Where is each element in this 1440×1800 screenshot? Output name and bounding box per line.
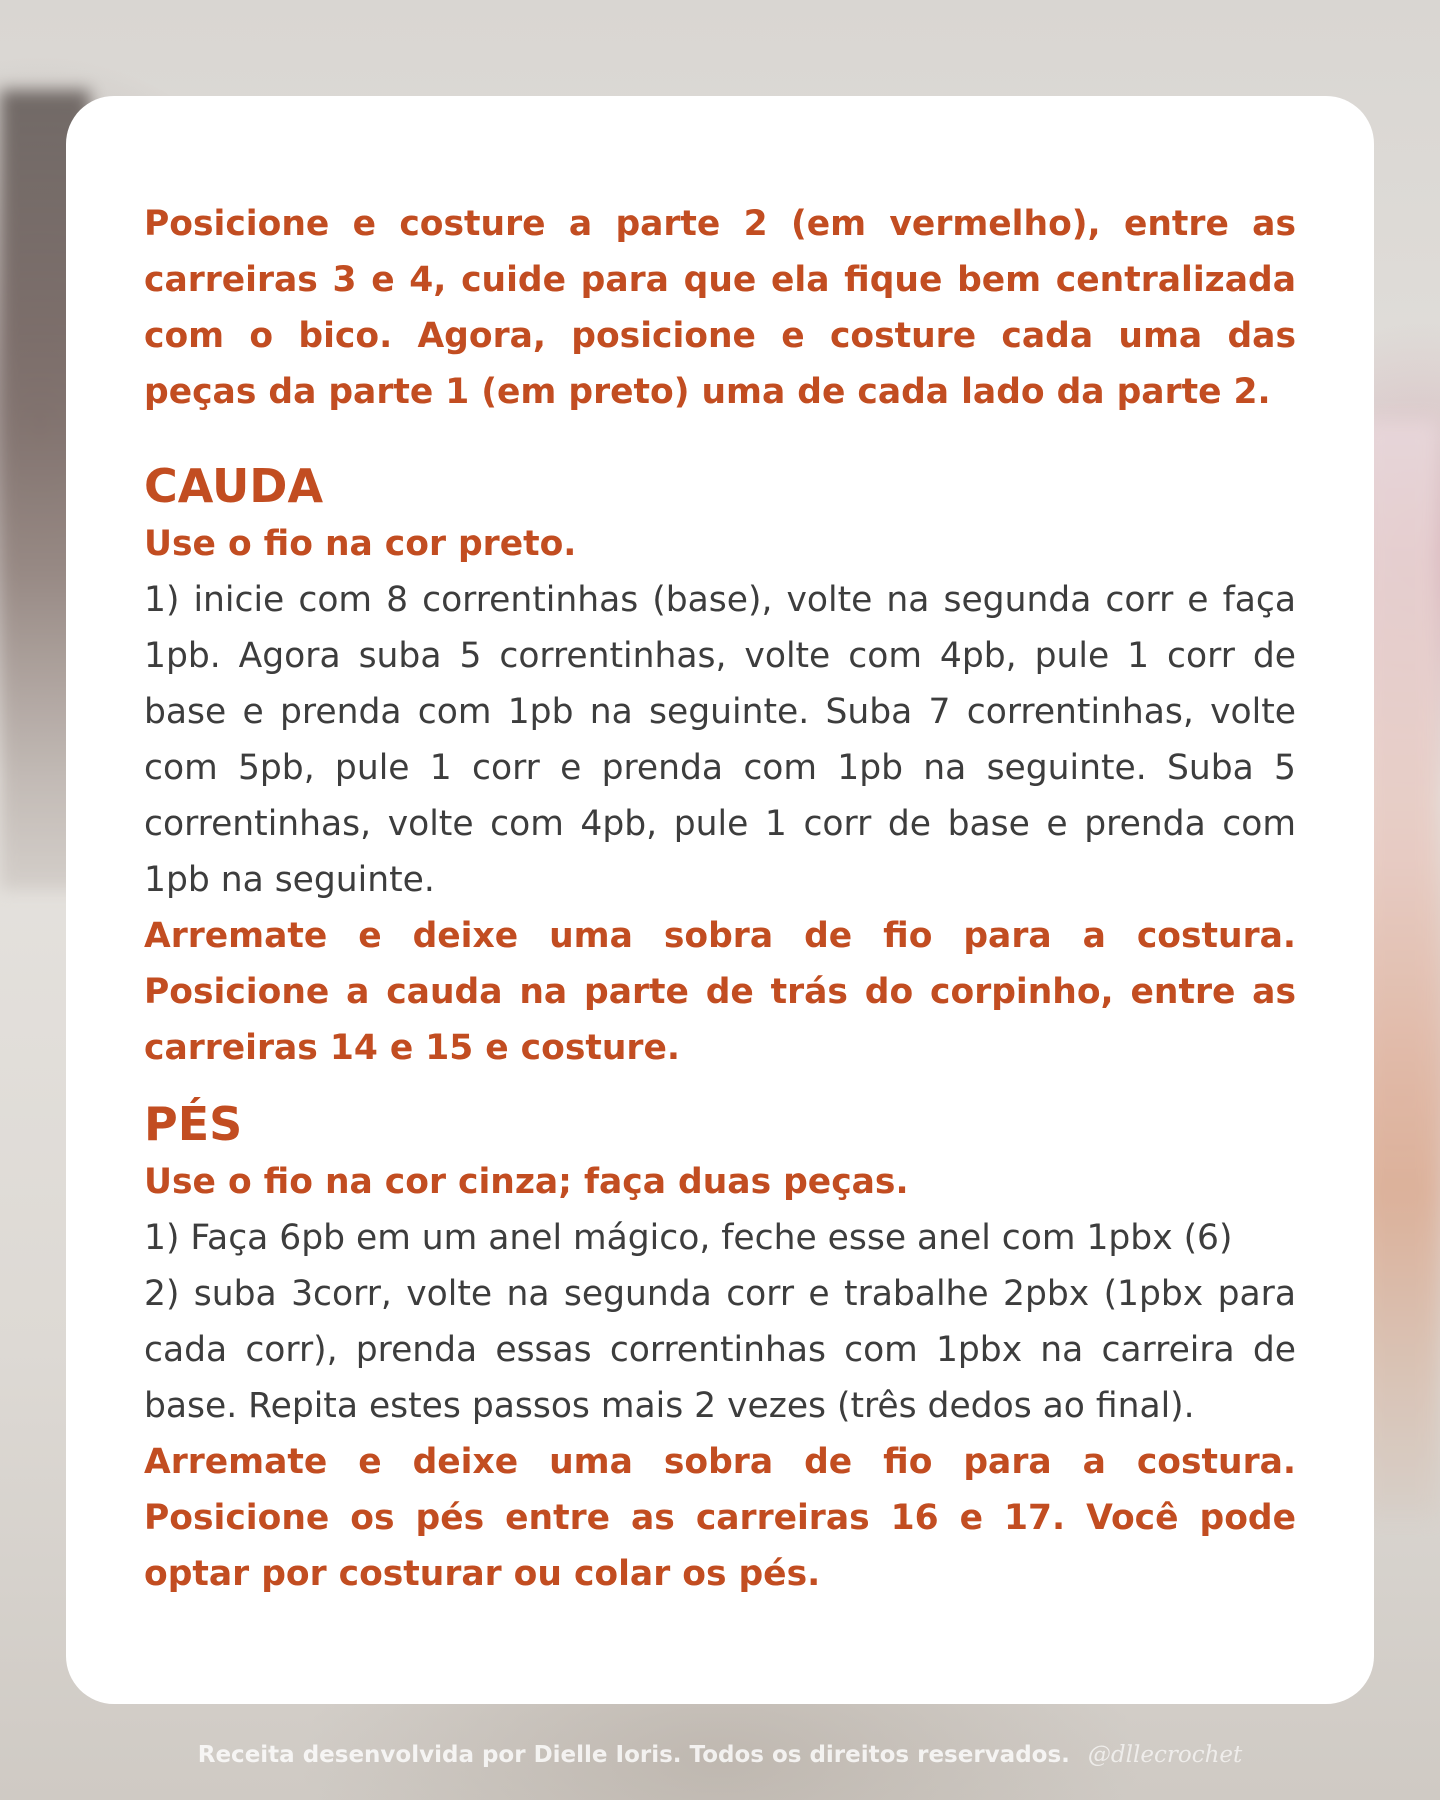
section-spacer <box>144 420 1296 456</box>
pes-step-2: 2) suba 3corr, volte na segunda corr e trabalhe 2pbx (1pbx para cada corr), prenda essas correntinhas com 1pbx na carreira de base. Repita estes passos mais 2 vezes (três dedos ao final). <box>144 1274 1296 1426</box>
footer-credit: Receita desenvolvida por Dielle Ioris. Todos os direitos reservados. <box>197 1742 1070 1768</box>
pes-finish: Arremate e deixe uma sobra de fio para a costura. Posicione os pés entre as carreiras 16 e 17. Você pode optar por costurar ou colar os pés. <box>144 1442 1296 1594</box>
section-spacer <box>144 1076 1296 1094</box>
pes-step-1: 1) Faça 6pb em um anel mágico, feche esse anel com 1pbx (6) <box>144 1218 1233 1258</box>
cauda-finish: Arremate e deixe uma sobra de fio para a costura. Posicione a cauda na parte de trás do corpinho, entre as carreiras 14 e 15 e costure. <box>144 916 1296 1068</box>
cauda-instructions: 1) inicie com 8 correntinhas (base), volte na segunda corr e faça 1pb. Agora suba 5 correntinhas, volte com 4pb, pule 1 corr de base e prenda com 1pb na seguinte. Suba 7 correntinhas, volte com 5pb, pule 1 corr e prenda com 1pb na seguinte. Suba 5 correntinhas, volte com 4pb, pule 1 corr de base e prenda com 1pb na seguinte. <box>144 580 1296 900</box>
pes-yarn-note: Use o fio na cor cinza; faça duas peças. <box>144 1162 909 1202</box>
footer-credit-line <box>0 1742 1440 1768</box>
cauda-yarn-note: Use o fio na cor preto. <box>144 524 577 564</box>
intro-paragraph: Posicione e costure a parte 2 (em vermelho), entre as carreiras 3 e 4, cuide para que ela fique bem centralizada com o bico. Agora, posicione e costure cada uma das peças da parte 1 (em preto) uma de cada lado da parte 2. <box>144 204 1296 412</box>
signature-watermark: @dllecrochet <box>1087 1742 1243 1768</box>
section-title-cauda: CAUDA <box>144 459 324 513</box>
section-title-pes: PÉS <box>144 1097 243 1151</box>
recipe-card <box>66 96 1374 1704</box>
